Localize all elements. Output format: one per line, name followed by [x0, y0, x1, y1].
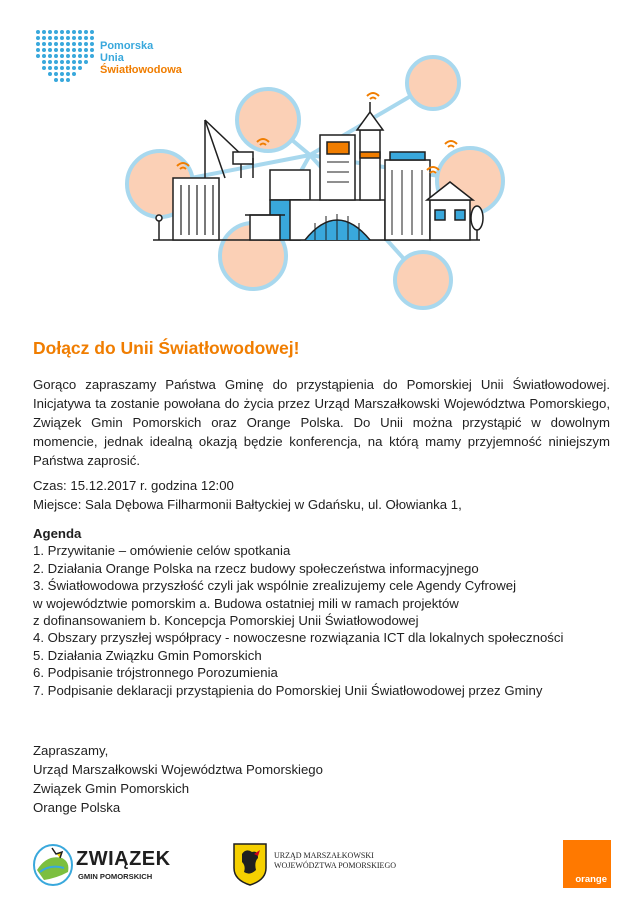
- pomeranian-dots-map-icon: [32, 26, 104, 86]
- logo-line: Unia: [100, 52, 124, 64]
- urzad-marszalkowski-logo: [232, 842, 412, 888]
- umwp-line: URZĄD MARSZAŁKOWSKI: [274, 851, 374, 860]
- node-circle-top-right: [407, 57, 459, 109]
- node-circle-bottom-right: [395, 252, 451, 308]
- umwp-text: [274, 851, 396, 871]
- event-place: Miejsce: Sala Dębowa Filharmonii Bałtyckiej w Gdańsku, ul. Ołowianka 1,: [33, 497, 462, 512]
- city-network-illustration: [105, 40, 515, 310]
- closing-line: Zapraszamy,: [33, 743, 109, 758]
- event-time: Czas: 15.12.2017 r. godzina 12:00: [33, 478, 234, 493]
- agenda-item: 1. Przywitanie – omówienie celów spotkania: [33, 543, 291, 559]
- closing-line: Związek Gmin Pomorskich: [33, 781, 190, 796]
- agenda: [33, 525, 623, 699]
- agenda-item: 7. Podpisanie deklaracji przystąpienia do Pomorskiej Unii Światłowodowej przez Gminy: [33, 682, 543, 698]
- agenda-item: 2. Działania Orange Polska na rzecz budowy społeczeństwa informacyjnego: [33, 560, 479, 576]
- zgp-subtitle: GMIN POMORSKICH: [78, 872, 153, 881]
- agenda-list: [33, 542, 623, 699]
- closing-line: Urząd Marszałkowski Województwa Pomorskiego: [33, 762, 323, 777]
- logo-line: Pomorska: [100, 40, 154, 52]
- agenda-item: 6. Podpisanie trójstronnego Porozumienia: [33, 665, 278, 681]
- orange-label: orange: [575, 874, 607, 885]
- umwp-line: WOJEWÓDZTWA POMORSKIEGO: [274, 861, 396, 870]
- orange-logo: [563, 840, 611, 888]
- zgp-map-icon: [32, 842, 74, 888]
- griffin-coat-of-arms-icon: [232, 842, 268, 886]
- agenda-heading: Agenda: [33, 526, 82, 541]
- zgp-title: ZWIĄZEK: [76, 848, 171, 870]
- agenda-item: 4. Obszary przyszłej współpracy - nowoczesne rozwiązania ICT dla lokalnych społeczności: [33, 630, 564, 646]
- page-title: Dołącz do Unii Światłowodowej!: [33, 338, 300, 358]
- agenda-item: 3. Światłowodowa przyszłość czyli jak wspólnie zrealizujemy cele Agendy Cyfrowej w województwie pomorskim a. Budowa ostatniej mili w ramach projektów z dofinansowaniem b. Koncepcja Pomorskiej Unii Światłowodowej: [33, 578, 517, 629]
- event-info: [33, 476, 462, 514]
- agenda-item: 5. Działania Związku Gmin Pomorskich: [33, 647, 262, 663]
- logo-line: Światłowodowa: [100, 64, 182, 76]
- zwiazek-gmin-logo: [32, 842, 172, 888]
- intro-paragraph: Gorąco zapraszamy Państwa Gminę do przystąpienia do Pomorskiej Unii Światłowodowej. Inicjatywa ta zostanie powołana do życia przez Urząd Marszałkowski Województwa Pomorskiego, Związek Gmin Pomorskich oraz Orange Polska. Do Unii można przystąpić w dowolnym momencie, jednak idealną okazją będzie konferencja, na którą mamy przyjemność niniejszym Państwa zaprosić.: [33, 377, 610, 468]
- closing-signature: [33, 741, 323, 817]
- closing-line: Orange Polska: [33, 800, 121, 815]
